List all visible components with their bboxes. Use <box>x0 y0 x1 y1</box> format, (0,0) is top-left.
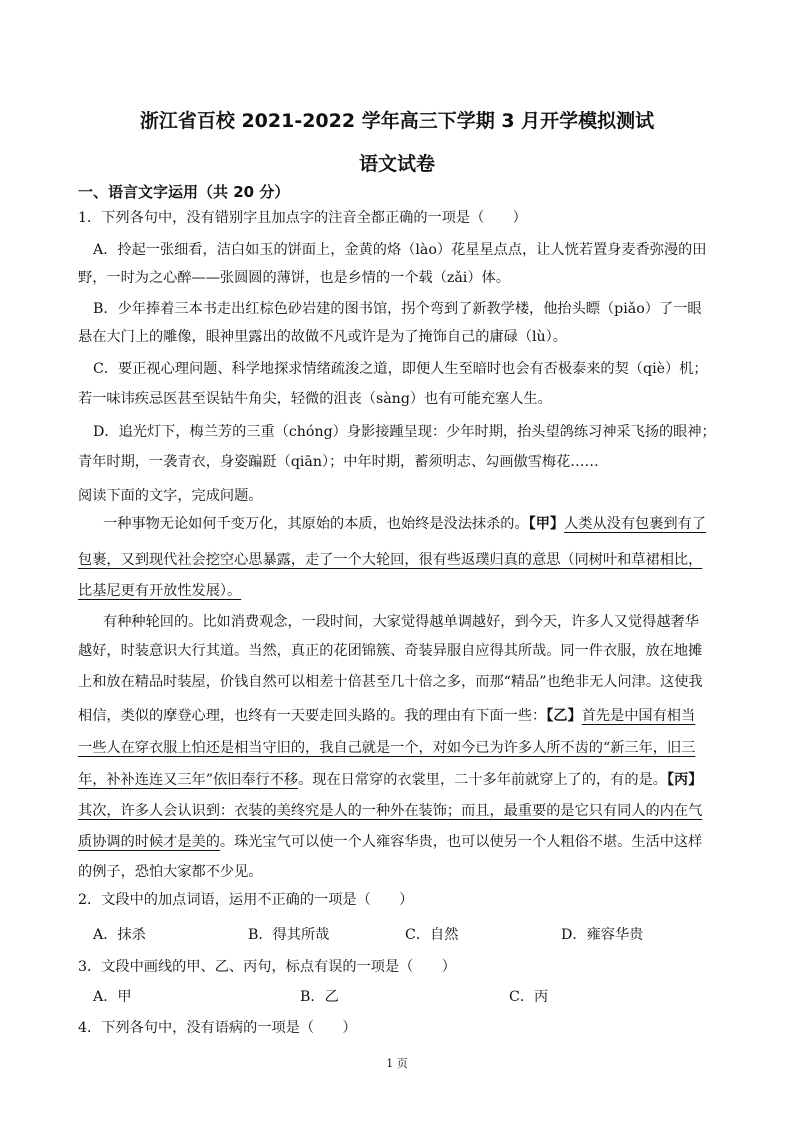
underlined-sentence-yi: 首先是中国有相当 <box>581 708 696 724</box>
passage-p2-line3: 上和放在精品时装屋，价钱自然可以相差十倍甚至几十倍之多，而那“精品”也绝非无人问津。这使我 <box>78 674 703 690</box>
q3-stem: 3．文段中画线的甲、乙、丙句，标点有误的一项是（ ） <box>78 959 456 975</box>
q2-stem: 2．文段中的加点词语，运用不正确的一项是（ ） <box>78 892 414 908</box>
passage-p2-line1: 有种种轮回的。比如消费观念，一段时间，大家觉得越单调越好，到今天，许多人又觉得越奢华 <box>103 614 699 630</box>
underlined-sentence-jia: 人类从没有包裹到有了 <box>564 516 706 532</box>
q1-option-a-line1: A．拎起一张细看，洁白如玉的饼面上，金黄的烙（lào）花星星点点，让人恍若置身麦香弥漫的田 <box>93 242 707 258</box>
passage-p2-line7: 其次，许多人会认识到：衣装的美终究是人的一种外在装饰；而且，最重要的是它只有同人的内在气 <box>78 803 703 819</box>
passage-p2-line6 <box>78 770 702 790</box>
marker-bing: 【丙】 <box>666 772 703 788</box>
q2-option-d: D．雍容华贵 <box>561 927 644 943</box>
exam-subject-title: 语文试卷 <box>358 153 435 175</box>
underlined-sentence-bing-end: 质协调的时候才是美的 <box>78 834 220 850</box>
passage-text: 一种事物无论如何千变万化，其原始的本质，也始终是没法抹杀的。 <box>103 516 529 532</box>
passage-p2-line8 <box>78 832 702 852</box>
q3-option-c: C．丙 <box>509 989 549 1005</box>
passage-p2-line4 <box>78 706 695 726</box>
q2-option-b: B．得其所哉 <box>248 927 330 943</box>
q1-option-b-line1: B．少年捧着三本书走出红棕色砂岩建的图书馆，拐个弯到了新教学楼，他抬头瞟（piǎo）了一眼 <box>93 301 702 317</box>
passage-p2-line2: 越好，时装意识大行其道。当然，真正的花团锦簇、奇装异服自应得其所哉。同一件衣服，放在地摊 <box>78 643 703 659</box>
exam-title: 浙江省百校 2021-2022 学年高三下学期 3 月开学模拟测试 <box>139 110 655 132</box>
q1-option-c-line2: 若一味讳疾忌医甚至误钻牛角尖，轻微的沮丧（sàng）也有可能充塞人生。 <box>78 391 552 407</box>
page-number: 1 页 <box>386 1057 408 1070</box>
q1-option-c-line1: C．要正视心理问题、科学地探求情绪疏浚之道，即便人生至暗时也会有否极泰来的契（qiè）机； <box>93 361 708 377</box>
underlined-sentence-yi-end: 年，补补连连又三年”依旧奉行不移 <box>78 772 299 788</box>
passage-text: 。现在日常穿的衣裳里，二十多年前就穿上了的，有的是。 <box>298 772 667 788</box>
q1-option-d-line1: D．追光灯下，梅兰芳的三重（chóng）身影接踵呈现：少年时期，抬头望鸽练习神采飞扬的眼神； <box>93 424 716 440</box>
passage-text: 。珠光宝气可以使一个人雍容华贵，也可以使另一个人粗俗不堪。生活中这样 <box>219 834 703 850</box>
q1-option-d-line2: 青年时期，一袭青衣，身姿蹁跹（qiān）；中年时期，蓄须明志、勾画傲雪梅花…… <box>78 454 599 470</box>
passage-p1-line3: 比基尼更有开放性发展）。 <box>78 583 242 599</box>
passage-p2-line5: 一些人在穿衣服上怕还是相当守旧的，我自己就是一个，对如今已为许多人所不齿的“新三年，旧三 <box>78 740 696 756</box>
passage-p1-line2: 包裹，又到现代社会挖空心思暴露，走了一个大轮回，很有些返璞归真的意思（同树叶和草裙相比， <box>78 552 703 568</box>
reading-instruction: 阅读下面的文字，完成问题。 <box>78 488 263 504</box>
marker-jia: 【甲】 <box>528 516 565 532</box>
q3-option-b: B．乙 <box>300 989 339 1005</box>
q1-option-a-line2: 野，一时为之心醉——张圆圆的薄饼，也是乡情的一个载（zǎi）体。 <box>78 270 510 286</box>
q2-option-a: A．抹杀 <box>93 927 146 943</box>
section-heading-language-use: 一、语言文字运用（共 20 分） <box>78 183 290 201</box>
q4-stem: 4．下列各句中，没有语病的一项是（ ） <box>78 1020 357 1036</box>
passage-text: 相信，类似的摩登心理，也终有一天要走回头路的。我的理由有下面一些： <box>78 708 547 724</box>
q1-option-b-line2: 悬在大门上的雕像，眼神里露出的故做不凡或许是为了掩饰自己的庸碌（lù）。 <box>78 329 567 345</box>
q1-stem: 1．下列各句中，没有错别字且加点字的注音全都正确的一项是（ ） <box>78 210 527 226</box>
passage-p1-line1 <box>103 514 706 534</box>
q3-option-a: A．甲 <box>93 989 132 1005</box>
marker-yi: 【乙】 <box>546 708 582 724</box>
q2-option-c: C．自然 <box>405 927 459 943</box>
passage-p2-line9: 的例子，恐怕大家都不少见。 <box>78 864 263 880</box>
